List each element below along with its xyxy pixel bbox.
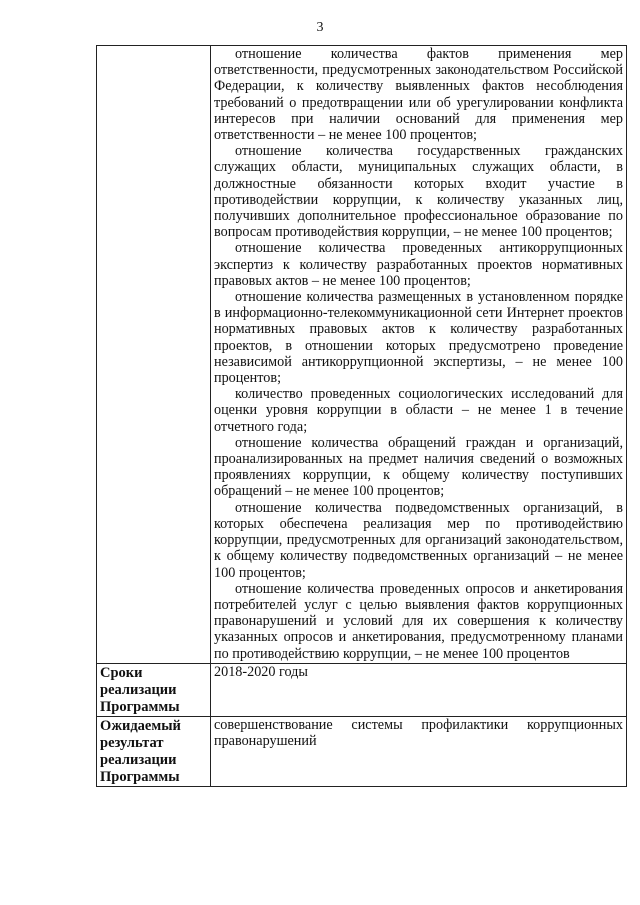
indicator-item: отношение количества проведенных опросов и анкетирования потребителей услуг с целью выявления фактов коррупционных правонарушений и условий для их совершения к количеству указанных опросов и анкетирования, предусмотренному планами по противодействию коррупции, – не менее 100 процентов [214,580,623,662]
indicator-item: количество проведенных социологических исследований для оценки уровня коррупции в области – не менее 1 в течение отчетного года; [214,386,623,435]
term-row [97,663,627,716]
result-value-cell [211,716,627,786]
indicators-label-cell [97,46,211,664]
indicator-item: отношение количества обращений граждан и организаций, проанализированных на предмет наличия сведений о возможных проявлениях коррупции, к общему количеству поступивших обращений – не менее 100 процентов; [214,434,623,500]
term-value: 2018-2020 годы [214,663,308,680]
program-passport-table [96,45,627,787]
page-number: 3 [316,20,324,35]
result-row [97,716,627,786]
indicators-content-cell [211,46,627,664]
indicator-item: отношение количества подведомственных организаций, в которых обеспечена реализация мер по противодействию коррупции, предусмотренных для организаций законодательством, к общему количеству подведомственных организаций – не менее 100 процентов; [214,499,623,581]
result-label: Ожидаемый результат реализации Программы [97,716,211,786]
result-value: совершенствование системы профилактики коррупционных правонарушений [214,716,623,749]
indicator-item: отношение количества фактов применения мер ответственности, предусмотренных законодательством Российской Федерации, к количеству выявленных фактов несоблюдения требований о предотвращении или об урегулировании конфликта интересов при наличии оснований для применения мер ответственности – не менее 100 процентов; [214,46,623,144]
term-value-cell [211,663,627,716]
term-label: Сроки реализации Программы [97,663,211,716]
indicators-row [97,46,627,664]
indicator-item: отношение количества размещенных в установленном порядке в информационно-телекоммуникационной сети Интернет проектов нормативных правовых актов к количеству разработанных проектов, в отношении которых предусмотрено проведение независимой антикоррупционной экспертизы, – не менее 100 процентов; [214,289,623,387]
indicator-item: отношение количества проведенных антикоррупционных экспертиз к количеству разработанных проектов нормативных правовых актов – не менее 100 процентов; [214,240,623,289]
indicator-item: отношение количества государственных гражданских служащих области, муниципальных служащих области, в должностные обязанности которых входит участие в противодействии коррупции, к количеству указанных лиц, получивших дополнительное профессиональное образование по вопросам противодействия коррупции, – не менее 100 процентов; [214,143,623,241]
